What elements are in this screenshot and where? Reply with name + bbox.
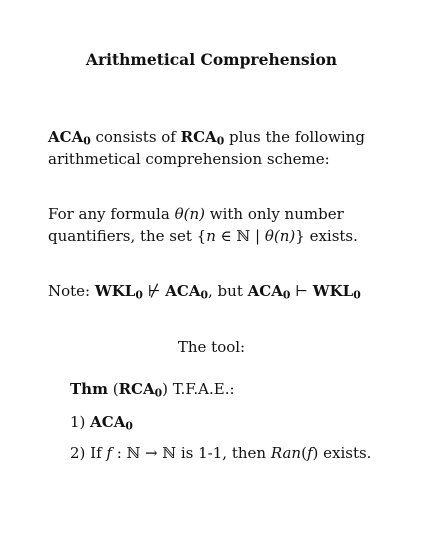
- vdash-symbol: ⊢: [290, 282, 313, 300]
- subscript-zero: 0: [200, 288, 209, 302]
- note-line: [48, 282, 361, 302]
- aca-symbol: ACA: [247, 282, 283, 300]
- subscript-zero: 0: [282, 288, 291, 302]
- wkl-symbol: WKL: [312, 282, 354, 300]
- tool-heading: The tool:: [177, 338, 246, 356]
- text-fragment: For any formula: [48, 205, 175, 223]
- subscript-zero: 0: [83, 134, 91, 148]
- theta-symbol: θ: [264, 227, 274, 245]
- wkl-symbol: WKL: [94, 282, 136, 300]
- rca-symbol: RCA: [180, 128, 217, 146]
- list-item-1: [70, 413, 133, 433]
- f-symbol: f: [306, 444, 313, 462]
- text-fragment: ) exists.: [312, 444, 372, 462]
- text-fragment: Note:: [48, 282, 95, 300]
- nvdash-symbol: ⊬: [142, 282, 166, 300]
- paragraph-aca0-definition-line2: arithmetical comprehension scheme:: [48, 150, 330, 168]
- paragraph-scheme-line1: [48, 205, 344, 223]
- subscript-zero: 0: [135, 288, 143, 302]
- text-fragment: , but: [208, 282, 248, 300]
- text-fragment: (n): [273, 227, 296, 245]
- f-symbol: f: [106, 444, 112, 462]
- ran-symbol: Ran: [270, 444, 302, 462]
- aca-symbol: ACA: [48, 128, 84, 146]
- text-fragment: ∈ ℕ |: [215, 227, 265, 245]
- text-fragment: (n): [183, 205, 205, 223]
- text-fragment: } exists.: [295, 227, 358, 245]
- aca-symbol: ACA: [90, 413, 126, 431]
- paragraph-scheme-line2: [48, 227, 358, 245]
- text-fragment: ) T.F.A.E.:: [162, 380, 235, 398]
- subscript-zero: 0: [125, 419, 133, 433]
- thm-label: Thm: [70, 380, 108, 398]
- theorem-line: [70, 380, 235, 400]
- text-fragment: 2) If: [70, 444, 107, 462]
- text-fragment: n: [206, 227, 216, 245]
- text-fragment: with only number: [204, 205, 344, 223]
- list-item-2: [70, 444, 371, 462]
- text-fragment: consists of: [90, 128, 181, 146]
- text-fragment: plus the following: [224, 128, 365, 146]
- subscript-zero: 0: [353, 288, 361, 302]
- subscript-zero: 0: [154, 386, 163, 400]
- text-fragment: (: [301, 444, 307, 462]
- rca-symbol: RCA: [118, 380, 155, 398]
- text-fragment: (: [107, 380, 119, 398]
- aca-symbol: ACA: [165, 282, 201, 300]
- text-fragment: : ℕ → ℕ is 1-1, then: [111, 444, 271, 462]
- text-fragment: quantifiers, the set {: [48, 227, 207, 245]
- subscript-zero: 0: [216, 134, 225, 148]
- paragraph-aca0-definition-line1: [48, 128, 365, 148]
- page-title: Arithmetical Comprehension: [85, 50, 338, 69]
- item-number: 1): [70, 413, 91, 431]
- theta-symbol: θ: [174, 205, 184, 223]
